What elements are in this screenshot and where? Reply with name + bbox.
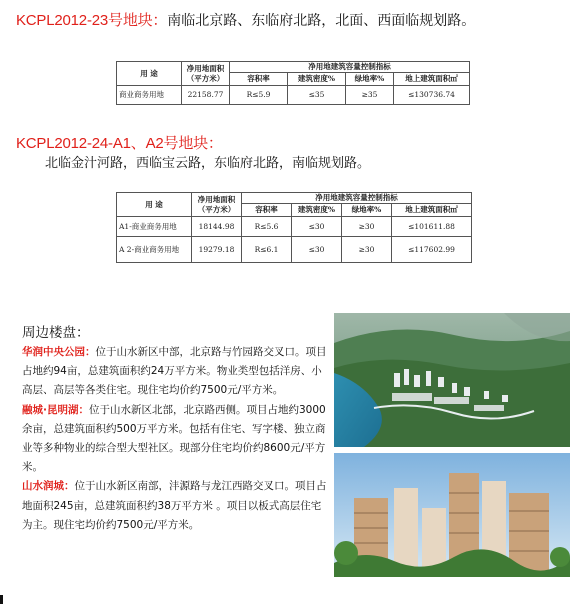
lot2-sub-green: 绿地率%: [342, 204, 392, 217]
lot2-group-header: 净用地建筑容量控制指标: [242, 193, 472, 204]
lot2-code: KCPL2012-24-A1、A2号地块：: [16, 135, 223, 152]
aerial-city-photo: [334, 313, 570, 447]
lot1-col-area: 净用地面积 （平方米）: [182, 62, 230, 86]
lot1-group-header: 净用地建筑容量控制指标: [230, 62, 470, 73]
list-item: [22, 404, 326, 474]
lot2-sub-density: 建筑密度%: [292, 204, 342, 217]
list-item: [22, 346, 327, 396]
project-desc: 位于山水新区中部，北京路与竹园路交叉口。项目占地约94亩，总建筑面积约24万平方米。物业类型包括洋房、小高层、高层等各类住宅。现住宅均价约7500元/平方米。: [22, 346, 327, 397]
lot2-desc: 北临金汁河路，西临宝云路，东临府北路，南临规划路。: [45, 156, 371, 171]
table-cell: R≤6.1: [242, 237, 292, 263]
table-cell: ≤30: [292, 237, 342, 263]
lot1-heading: [16, 12, 475, 30]
table-cell: ≥30: [342, 217, 392, 237]
table-cell: ≤35: [288, 86, 346, 105]
table-row: [117, 237, 472, 263]
table-cell: A 2-商业商务用地: [117, 237, 192, 263]
lot2-col-area: 净用地面积 （平方米）: [192, 193, 242, 217]
lot1-sub-green: 绿地率%: [346, 73, 394, 86]
lot1-sub-gfa: 地上建筑面积㎡: [394, 73, 470, 86]
table-cell: R≤5.6: [242, 217, 292, 237]
project-name: 山水润城：: [22, 480, 75, 493]
lot2-table: [116, 192, 472, 263]
table-cell: 18144.98: [192, 217, 242, 237]
page-corner-mark: [0, 595, 3, 604]
table-cell: 22158.77: [182, 86, 230, 105]
around-title: 周边楼盘：: [22, 325, 90, 341]
lot2-sub-gfa: 地上建筑面积㎡: [392, 204, 472, 217]
project-name: 融城·昆明湖：: [22, 403, 89, 416]
lot1-col-use: 用 途: [117, 62, 182, 86]
project-desc: 位于山水新区南部，沣源路与龙江西路交叉口。项目占地面积245亩，总建筑面积约38万平方米 。项目以板式高层住宅为主。现住宅均价约7500元/平方米。: [22, 480, 327, 531]
table-cell: 19279.18: [192, 237, 242, 263]
lot1-desc: 南临北京路、东临府北路，北面、西面临规划路。: [167, 13, 476, 29]
table-cell: ≤117602.99: [392, 237, 472, 263]
table-row: [117, 86, 470, 105]
project-name: 华润中央公园：: [22, 346, 96, 358]
lot1-sub-far: 容积率: [230, 73, 288, 86]
residential-towers-photo: [334, 453, 570, 577]
table-cell: ≥30: [342, 237, 392, 263]
table-cell: A1-商业商务用地: [117, 217, 192, 237]
table-cell: ≤30: [292, 217, 342, 237]
lot2-col-use: 用 途: [117, 193, 192, 217]
lot1-sub-density: 建筑密度%: [288, 73, 346, 86]
lot2-heading: [16, 135, 223, 153]
table-cell: R≤5.9: [230, 86, 288, 105]
table-row: [117, 217, 472, 237]
lot2-sub-far: 容积率: [242, 204, 292, 217]
table-cell: ≤130736.74: [394, 86, 470, 105]
list-item: [22, 480, 327, 530]
table-cell: ≥35: [346, 86, 394, 105]
table-cell: ≤101611.88: [392, 217, 472, 237]
project-desc: 位于山水新区北部，北京路西侧。项目占地约3000余亩，总建筑面积约500万平方米。包括有住宅、写字楼、独立商业等多种物业的综合型大型社区。现部分住宅均价约8600元/平方米。: [22, 403, 326, 474]
around-list: [22, 343, 327, 535]
table-cell: 商业商务用地: [117, 86, 182, 105]
lot1-code: KCPL2012-23号地块：: [16, 12, 168, 29]
lot1-table: [116, 61, 470, 105]
